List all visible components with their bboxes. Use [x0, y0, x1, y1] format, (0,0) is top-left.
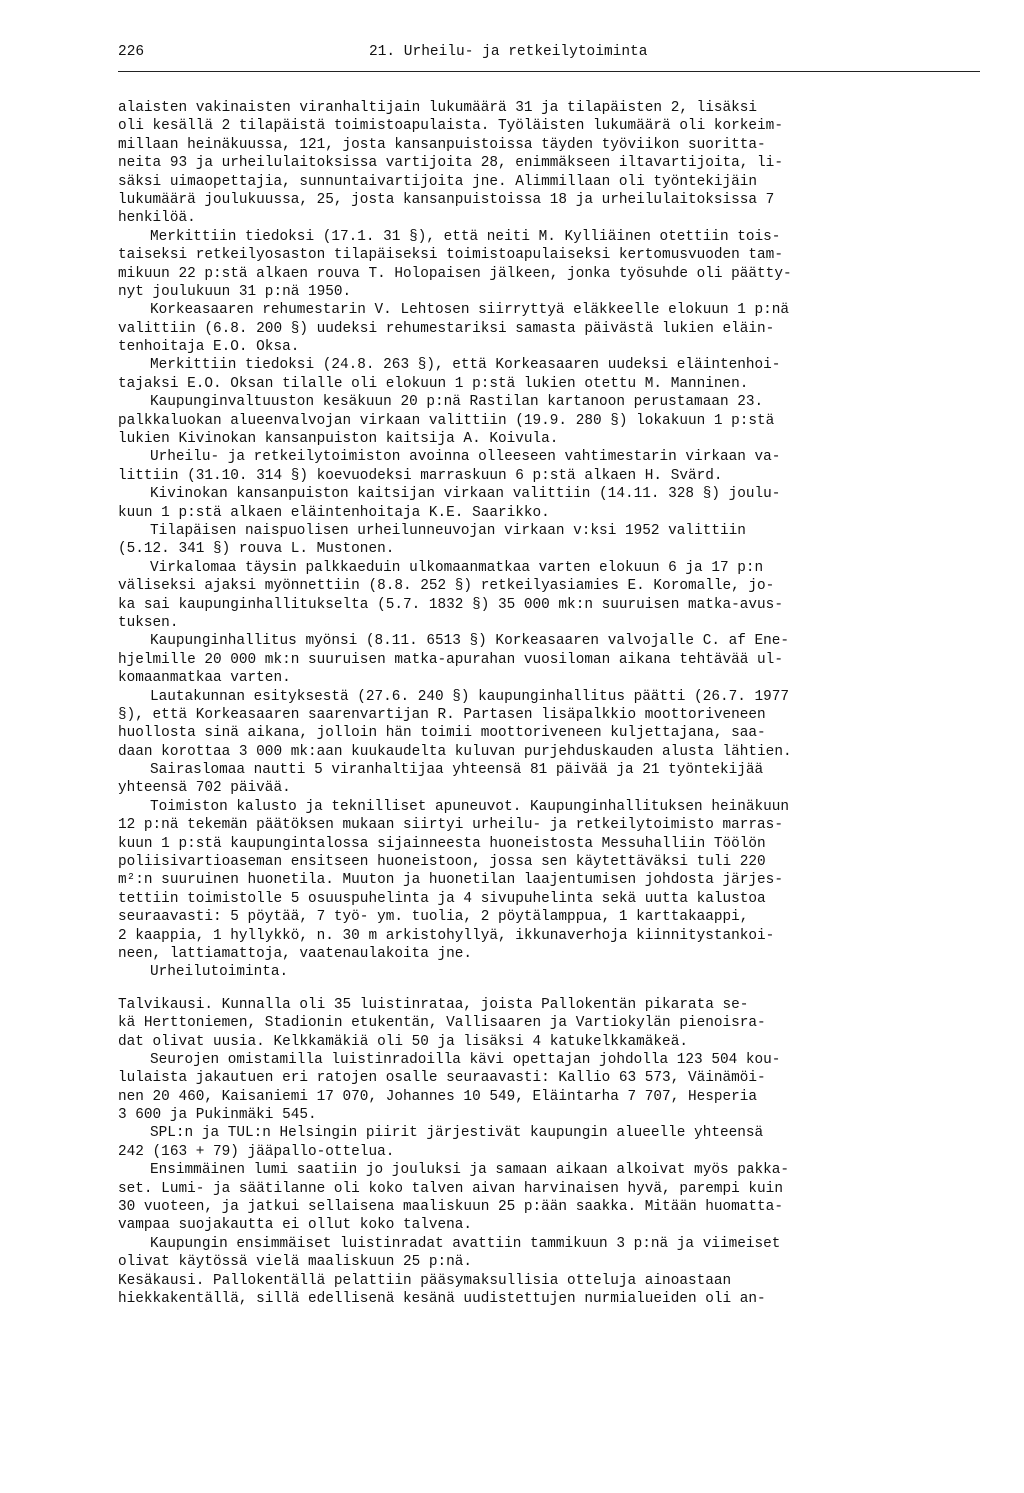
- text-line: ka sai kaupunginhallitukselta (5.7. 1832 §) 35 000 mk:n suuruisen matka-avus-: [118, 596, 783, 613]
- text-line: Lautakunnan esityksestä (27.6. 240 §) kaupunginhallitus päätti (26.7. 1977: [150, 688, 790, 705]
- text-line: Kaupungin ensimmäiset luistinradat avattiin tammikuun 3 p:nä ja viimeiset: [150, 1235, 781, 1252]
- text-line: §), että Korkeasaaren saarenvartijan R. Partasen lisäpalkkio moottoriveneen: [118, 706, 766, 723]
- text-line: tettiin toimistolle 5 osuuspuhelinta ja 4 sivupuhelinta sekä uutta kalustoa: [118, 890, 766, 907]
- text-line: Kivinokan kansanpuiston kaitsijan virkaan valittiin (14.11. 328 §) joulu-: [150, 486, 781, 503]
- text-line: henkilöä.: [118, 210, 196, 227]
- text-line: Tilapäisen naispuolisen urheilunneuvojan virkaan v:ksi 1952 valittiin: [150, 522, 746, 539]
- text-line: tajaksi E.O. Oksan tilalle oli elokuun 1 p:stä lukien otettu M. Manninen.: [118, 375, 749, 392]
- text-line: Urheilu- ja retkeilytoimiston avoinna olleeseen vahtimestarin virkaan va-: [150, 449, 781, 466]
- text-line: tenhoitaja E.O. Oksa.: [118, 339, 300, 356]
- text-line: vampaa suojakautta ei ollut koko talvena.: [118, 1217, 473, 1234]
- text-line: kuun 1 p:stä alkaen eläintenhoitaja K.E. Saarikko.: [118, 504, 550, 521]
- text-line: alaisten vakinaisten viranhaltijain lukumäärä 31 ja tilapäisten 2, lisäksi: [118, 100, 758, 116]
- text-line: komaanmatkaa varten.: [118, 670, 291, 687]
- text-line: Toimiston kalusto ja teknilliset apuneuvot. Kaupunginhallituksen heinäkuun: [150, 798, 790, 815]
- text-line: lukien Kivinokan kansanpuiston kaitsija A. Koivula.: [118, 431, 559, 448]
- text-line: kuun 1 p:stä kaupungintalossa sijainneesta huoneistosta Messuhalliin Töölön: [118, 835, 766, 852]
- text-line: Urheilutoiminta.: [150, 964, 289, 981]
- running-head: 21. Urheilu- ja retkeilytoiminta: [369, 44, 648, 60]
- text-line: Talvikausi. Kunnalla oli 35 luistinrataa, joista Pallokentän pikarata se-: [118, 996, 749, 1013]
- text-line: Virkalomaa täysin palkkaeduin ulkomaanmatkaa varten elokuun 6 ja 17 p:n: [150, 559, 764, 576]
- text-line: Merkittiin tiedoksi (24.8. 263 §), että Korkeasaaren uudeksi eläintenhoi-: [150, 357, 781, 374]
- text-line: Ensimmäinen lumi saatiin jo jouluksi ja samaan aikaan alkoivat myös pakka-: [150, 1162, 790, 1179]
- text-line: lukumäärä joulukuussa, 25, josta kansanpuistoissa 18 ja urheilulaitoksissa 7: [118, 191, 775, 208]
- text-line: taiseksi retkeilyosaston tilapäiseksi toimistoapulaiseksi kertomusvuoden tam-: [118, 247, 783, 264]
- text-line: (5.12. 341 §) rouva L. Mustonen.: [118, 541, 395, 558]
- text-line: olivat käytössä vielä maaliskuun 25 p:nä.: [118, 1254, 473, 1271]
- page-header: [118, 44, 980, 68]
- text-line: daan korottaa 3 000 mk:aan kuukaudelta kuluvan purjehduskauden alusta lähtien.: [118, 743, 792, 760]
- text-line: Sairaslomaa nautti 5 viranhaltijaa yhteensä 81 päivää ja 21 työntekijää: [150, 762, 764, 779]
- paragraph-winter-season: [118, 996, 980, 1309]
- text-line: tuksen.: [118, 614, 179, 631]
- text-line: Seurojen omistamilla luistinradoilla kävi opettajan johdolla 123 504 kou-: [150, 1051, 781, 1068]
- header-rule: [118, 71, 980, 72]
- text-line: nyt joulukuun 31 p:nä 1950.: [118, 283, 352, 300]
- section-gap: [118, 982, 980, 996]
- text-line: Merkittiin tiedoksi (17.1. 31 §), että neiti M. Kylliäinen otettiin tois-: [150, 228, 781, 245]
- text-line: oli kesällä 2 tilapäistä toimistoapulaista. Työläisten lukumäärä oli korkeim-: [118, 118, 783, 135]
- text-line: huollosta sinä aikana, jolloin hän toimii moottoriveneen kuljettajana, saa-: [118, 725, 766, 742]
- text-line: SPL:n ja TUL:n Helsingin piirit järjestivät kaupungin alueelle yhteensä: [150, 1125, 764, 1142]
- text-line: poliisivartioaseman ensitseen huoneistoon, jossa sen käytettäväksi tuli 220: [118, 854, 766, 871]
- text-line: hjelmille 20 000 mk:n suuruisen matka-apurahan vuosiloman aikana tehtävää ul-: [118, 651, 783, 668]
- page-number: 226: [118, 44, 145, 60]
- paragraph-appointments: [118, 228, 980, 982]
- text-line: Kaupunginvaltuuston kesäkuun 20 p:nä Rastilan kartanoon perustamaan 23.: [150, 394, 764, 411]
- text-line: nen 20 460, Kaisaniemi 17 070, Johannes 10 549, Eläintarha 7 707, Hesperia: [118, 1088, 758, 1105]
- text-line: palkkaluokan alueenvalvojan virkaan valittiin (19.9. 280 §) lokakuun 1 p:stä: [118, 412, 775, 429]
- text-line: väliseksi ajaksi myönnettiin (8.8. 252 §) retkeilyasiamies E. Koromalle, jo-: [118, 578, 775, 595]
- text-line: 2 kaappia, 1 hyllykkö, n. 30 m arkistohyllyä, ikkunaverhoja kiinnitystankoi-: [118, 927, 775, 944]
- text-line: 3 600 ja Pukinmäki 545.: [118, 1107, 317, 1124]
- text-line: Kaupunginhallitus myönsi (8.11. 6513 §) Korkeasaaren valvojalle C. af Ene-: [150, 633, 790, 650]
- text-line: seuraavasti: 5 pöytää, 7 työ- ym. tuolia, 2 pöytälamppua, 1 karttakaappi,: [118, 909, 749, 926]
- text-line: m²:n suuruinen huonetila. Muuton ja huonetilan laajentumisen johdosta järjes-: [118, 872, 783, 889]
- document-page: [118, 44, 980, 1307]
- text-line: hiekkakentällä, sillä edellisenä kesänä uudistettujen nurmialueiden oli an-: [118, 1291, 766, 1307]
- text-line: set. Lumi- ja säätilanne oli koko talven aivan harvinaisen hyvä, parempi kuin: [118, 1180, 783, 1197]
- text-line: säksi uimaopettajia, sunnuntaivartijoita jne. Alimmillaan oli työntekijäin: [118, 173, 758, 190]
- text-line: neita 93 ja urheilulaitoksissa vartijoita 28, enimmäkseen iltavartijoita, li-: [118, 155, 783, 172]
- text-line: dat olivat uusia. Kelkkamäkiä oli 50 ja lisäksi 4 katukelkkamäkeä.: [118, 1033, 688, 1050]
- body-text: [118, 99, 980, 1308]
- text-line: 30 vuoteen, ja jatkui sellaisena maaliskuun 25 p:ään saakka. Mitään huomatta-: [118, 1199, 783, 1216]
- text-line: kä Herttoniemen, Stadionin etukentän, Vallisaaren ja Vartiokylän pienoisra-: [118, 1015, 766, 1032]
- text-line: neen, lattiamattoja, vaatenaulakoita jne.: [118, 945, 473, 962]
- text-line: valittiin (6.8. 200 §) uudeksi rehumestariksi samasta päivästä lukien eläin-: [118, 320, 775, 337]
- text-line: lulaista jakautuen eri ratojen osalle seuraavasti: Kallio 63 573, Väinämöi-: [118, 1070, 766, 1087]
- text-line: yhteensä 702 päivää.: [118, 780, 291, 797]
- text-line: littiin (31.10. 314 §) koevuodeksi marraskuun 6 p:stä alkaen H. Svärd.: [118, 467, 723, 484]
- text-line: mikuun 22 p:stä alkaen rouva T. Holopaisen jälkeen, jonka työsuhde oli päätty-: [118, 265, 792, 282]
- text-line: 242 (163 + 79) jääpallo-ottelua.: [118, 1143, 395, 1160]
- text-line: 12 p:nä tekemän päätöksen mukaan siirtyi urheilu- ja retkeilytoimisto marras-: [118, 817, 783, 834]
- paragraph-staff-count: [118, 99, 980, 228]
- text-line: Kesäkausi. Pallokentällä pelattiin pääsymaksullisia otteluja ainoastaan: [118, 1272, 732, 1289]
- text-line: millaan heinäkuussa, 121, josta kansanpuistoissa täyden työviikon suoritta-: [118, 136, 766, 153]
- text-line: Korkeasaaren rehumestarin V. Lehtosen siirryttyä eläkkeelle elokuun 1 p:nä: [150, 302, 790, 319]
